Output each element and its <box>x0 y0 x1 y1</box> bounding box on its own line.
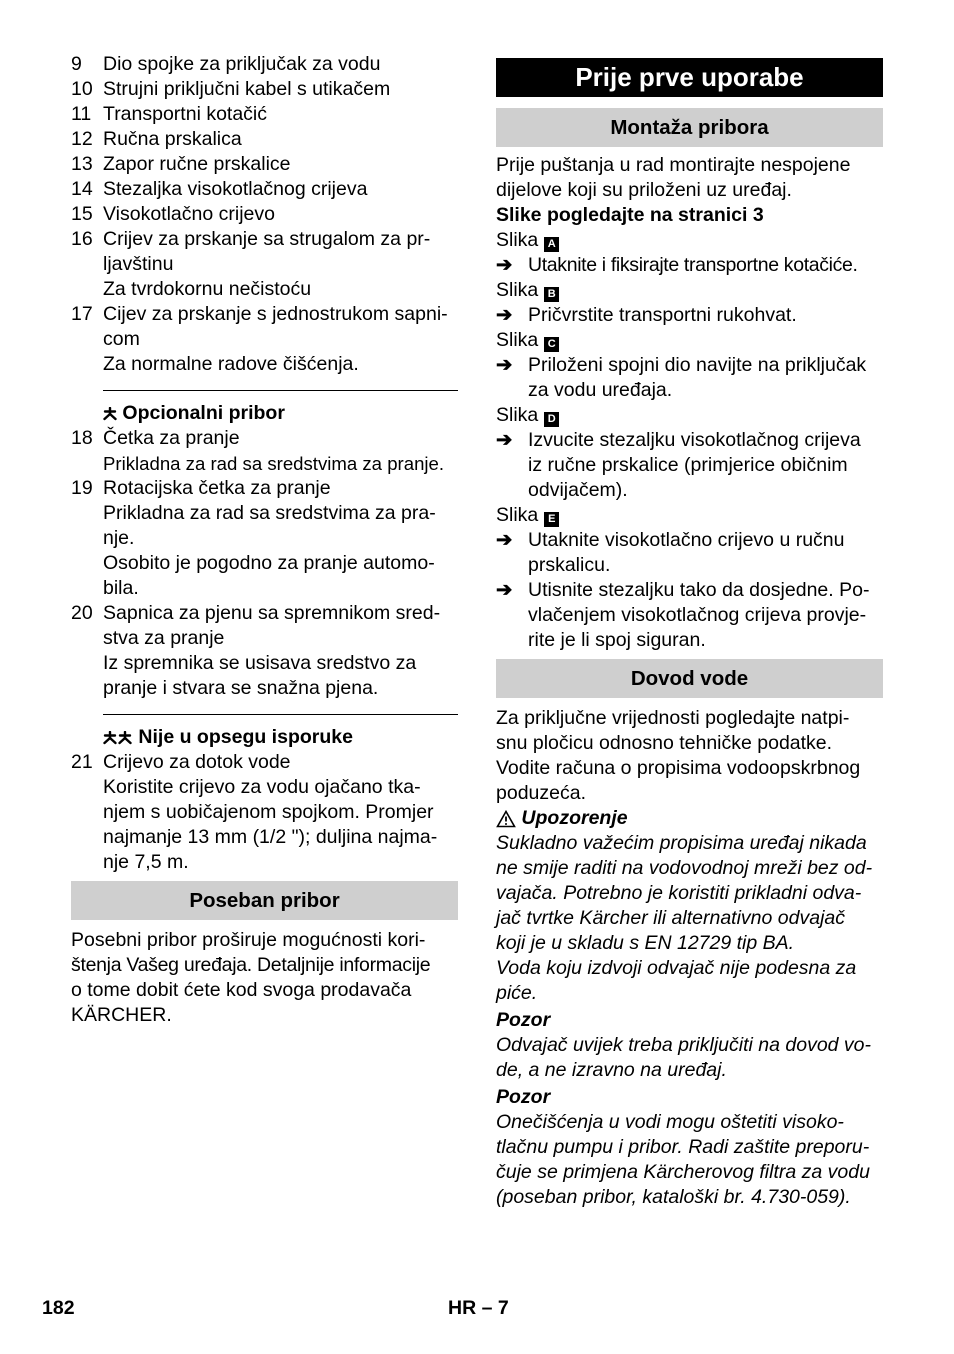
instruction-step: ➔ Utisnite stezaljku tako da dosjedne. Po- vlačenjem visokotlačnog crijeva provje- rite je li spoj siguran. <box>496 579 870 651</box>
list-item: 13 Zapor ručne prskalice <box>71 153 291 175</box>
instruction-step: ➔ Priloženi spojni dio navijte na priključak za vodu uređaja. <box>496 354 867 401</box>
arrow-right-icon: ➔ <box>496 254 513 276</box>
instruction-step: ➔ Izvucite stezaljku visokotlačnog crijeva iz ručne prskalice (primjerice običnim odvijačem). <box>496 429 861 501</box>
figure-label: Slika E <box>496 503 883 528</box>
asterisk-icon <box>103 407 117 421</box>
figure-letter-icon: C <box>544 337 559 352</box>
list-item-21: 21 Crijevo za dotok vode Koristite crijevo za vodu ojačano tka- njem s uobičajenom spojkom. Promjer najmanje 13 mm (1/2 "); duljina najma- nje 7,5 m. <box>71 751 438 873</box>
figure-letter-icon: B <box>544 287 559 302</box>
special-accessories-text: Posebni pribor proširuje mogućnosti kori- štenja Vašeg uređaja. Detaljnije informacije o tome dobit ćete kod svoga prodavača KÄRCHER. <box>71 929 431 1026</box>
caution-heading: Pozor <box>496 1086 551 1108</box>
warning-heading: Upozorenje <box>496 806 883 831</box>
assembly-intro: Prije puštanja u rad montirajte nespojene dijelove koji su priloženi uz uređaj. <box>496 154 851 201</box>
see-figures-note: Slike pogledajte na stranici 3 <box>496 204 764 226</box>
list-item: 10 Strujni priključni kabel s utikačem <box>71 78 391 100</box>
special-accessories-heading: Poseban pribor <box>71 881 458 920</box>
list-item-18: 18 Četka za pranje Prikladna za rad sa sredstvima za pranje. <box>71 427 445 474</box>
arrow-right-icon: ➔ <box>496 579 513 601</box>
figure-letter-icon: E <box>544 512 559 527</box>
optional-accessories-heading: Opcionalni pribor <box>71 401 458 426</box>
figure-letter-icon: D <box>544 412 559 427</box>
list-item: 9 Dio spojke za priključak za vodu <box>71 53 381 75</box>
figure-steps <box>496 228 883 653</box>
list-item-17: 17 Cijev za prskanje s jednostrukom sapni- com Za normalne radove čišćenja. <box>71 303 448 375</box>
not-included-heading: Nije u opsegu isporuke <box>71 725 458 750</box>
warning-triangle-icon <box>496 810 516 828</box>
list-item: 12 Ručna prskalica <box>71 128 242 150</box>
arrow-right-icon: ➔ <box>496 429 513 451</box>
list-item: 14 Stezaljka visokotlačnog crijeva <box>71 178 368 200</box>
double-asterisk-icon <box>103 731 133 745</box>
water-supply-heading: Dovod vode <box>496 659 883 698</box>
list-item: 15 Visokotlačno crijevo <box>71 203 275 225</box>
warning-text: Sukladno važećim propisima uređaj nikada ne smije raditi na vodovodnoj mreži bez od- vajača. Potrebno je koristiti prikladni odva- jač tvrtke Kärcher ili alternativno odvajač koji je u skladu s EN 12729 tip BA. Voda koju izdvoji odvajač nije podesna za piće. <box>496 832 873 1004</box>
list-item: 11 Transportni kotačić <box>71 103 268 125</box>
figure-label: Slika A <box>496 228 883 253</box>
list-item-20: 20 Sapnica za pjenu sa spremnikom sred- stva za pranje Iz spremnika se usisava sredstvo za pranje i stvara se snažna pjena. <box>71 602 441 699</box>
water-supply-text: Za priključne vrijednosti pogledajte natpi- snu pločicu odnosno tehničke podatke. Vodite računa o propisima vodoopskrbnog poduzeća. <box>496 707 861 804</box>
left-column <box>71 52 458 1028</box>
instruction-step: ➔ Utaknite visokotlačno crijevo u ručnu prskalicu. <box>496 529 845 576</box>
right-column <box>496 52 883 1210</box>
section-title: Prije prve uporabe <box>496 58 883 97</box>
section-code: HR – 7 <box>448 1297 509 1319</box>
figure-label: Slika C <box>496 328 883 353</box>
caution-text: Onečišćenja u vodi mogu oštetiti visoko- tlačnu pumpu i pribor. Radi zaštite preporu- čuje se primjena Kärcherovog filtra za vodu (poseban pribor, kataloški br. 4.730-059). <box>496 1111 870 1208</box>
arrow-right-icon: ➔ <box>496 529 513 551</box>
caution-text: Odvajač uvijek treba priključiti na dovod vo- de, a ne izravno na uređaj. <box>496 1034 872 1081</box>
figure-label: Slika D <box>496 403 883 428</box>
divider <box>103 714 458 715</box>
figure-label: Slika B <box>496 278 883 303</box>
parts-list <box>71 52 458 227</box>
caution-heading: Pozor <box>496 1009 551 1031</box>
list-item-19: 19 Rotacijska četka za pranje Prikladna za rad sa sredstvima za pra- nje. Osobito je pogodno za pranje automo- bila. <box>71 477 436 599</box>
page-number: 182 <box>42 1297 75 1319</box>
instruction-step: ➔ Pričvrstite transportni rukohvat. <box>496 304 797 326</box>
assembly-heading: Montaža pribora <box>496 108 883 147</box>
figure-letter-icon: A <box>544 237 559 252</box>
instruction-step: ➔ Utaknite i fiksirajte transportne kotačiće. <box>496 254 858 276</box>
list-item-16: 16 Crijev za prskanje sa strugalom za pr- ljavštinu Za tvrdokornu nečistoću <box>71 228 431 300</box>
arrow-right-icon: ➔ <box>496 354 513 376</box>
arrow-right-icon: ➔ <box>496 304 513 326</box>
divider <box>103 390 458 391</box>
